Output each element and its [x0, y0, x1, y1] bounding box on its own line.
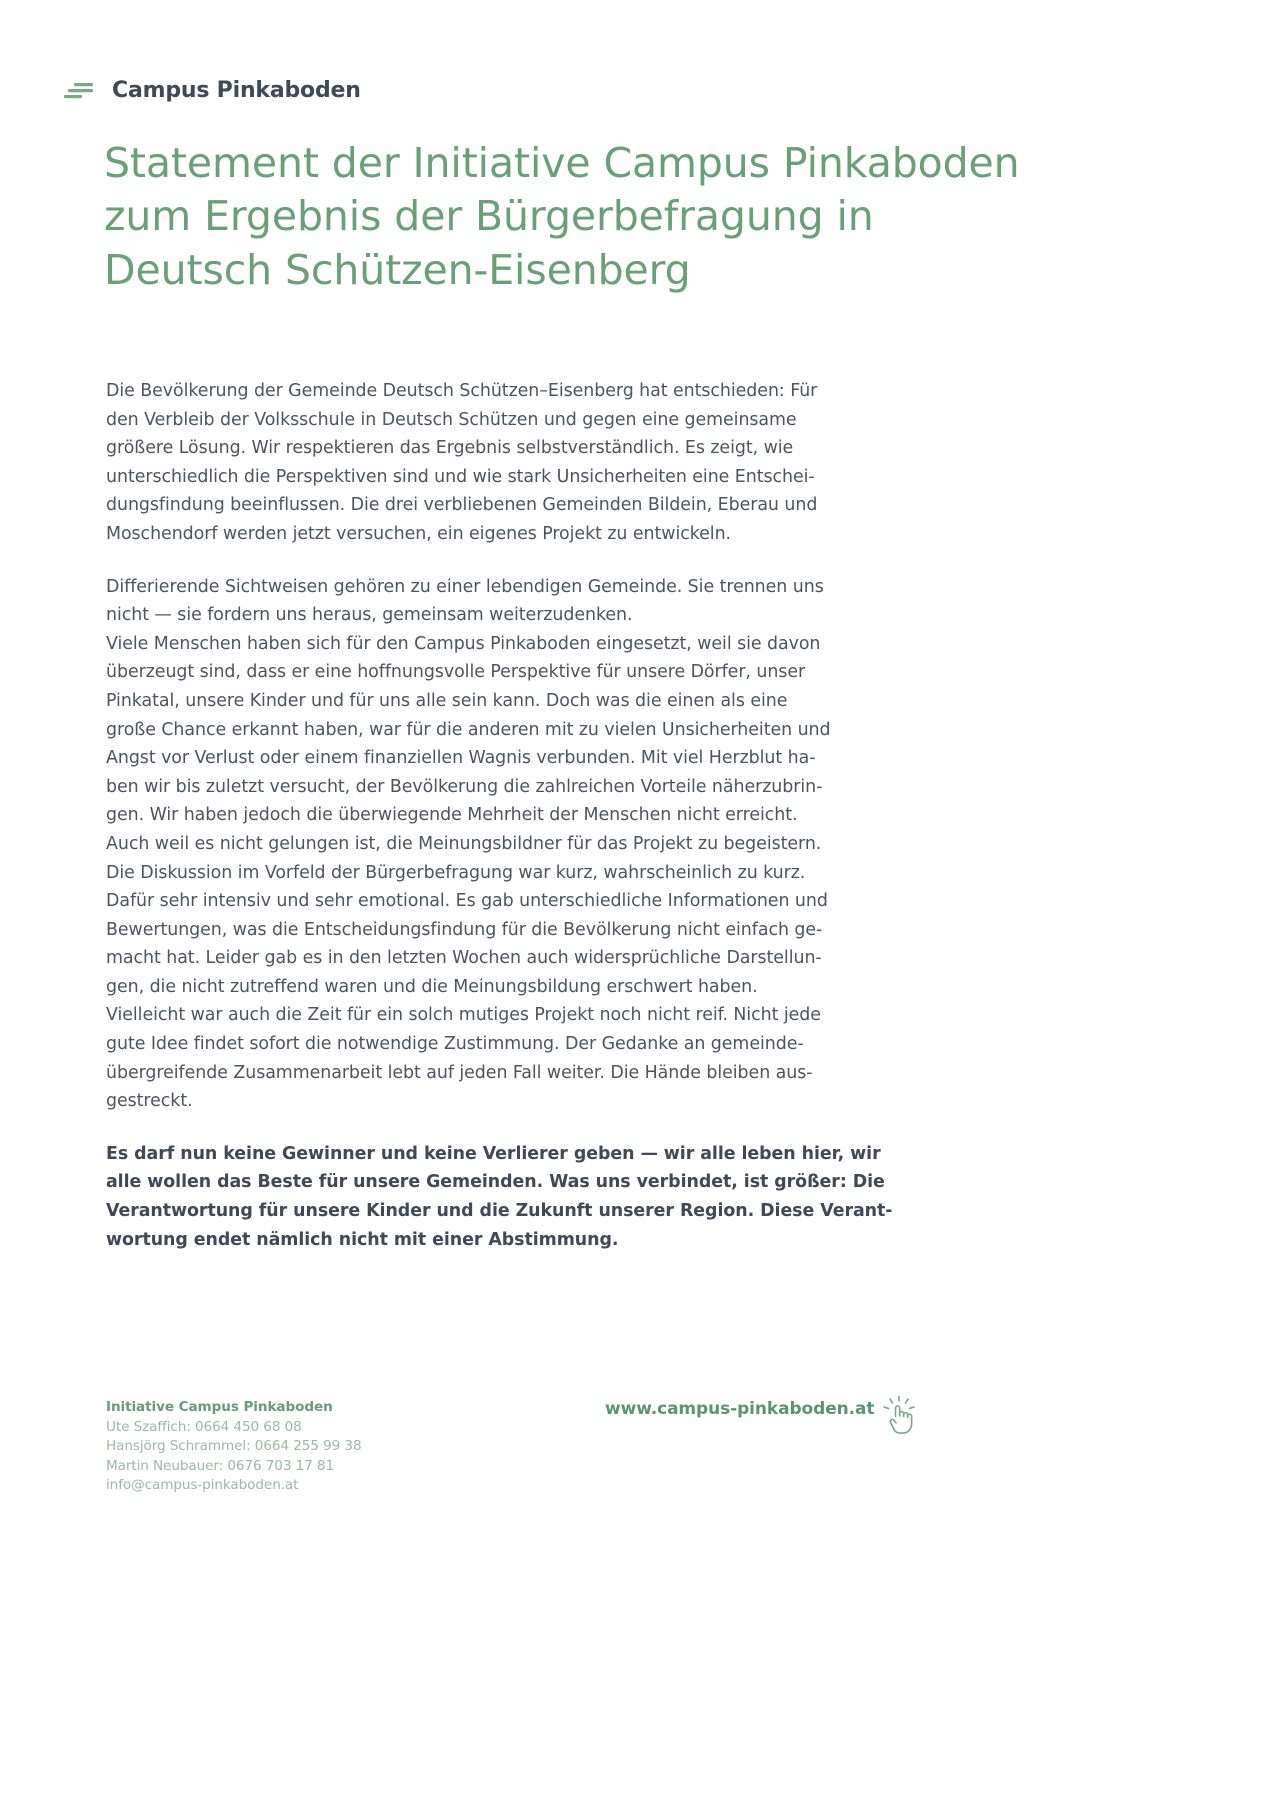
text-line: große Chance erkannt haben, war für die anderen mit zu vielen Unsicherheiten und — [106, 719, 831, 740]
text-line: Dafür sehr intensiv und sehr emotional. Es gab unterschiedliche Informationen und — [106, 891, 828, 912]
text-line: wortung endet nämlich nicht mit einer Abstimmung. — [106, 1229, 619, 1250]
footer-contact-line: Hansjörg Schrammel: 0664 255 99 38 — [106, 1438, 362, 1454]
text-line: Auch weil es nicht gelungen ist, die Meinungsbildner für das Projekt zu begeistern. — [106, 833, 822, 854]
text-line: Die Bevölkerung der Gemeinde Deutsch Schützen–Eisenberg hat entschieden: Für — [106, 381, 818, 401]
text-line: gen, die nicht zutreffend waren und die Meinungsbildung erschwert haben. — [106, 976, 758, 997]
paragraph-2 — [106, 573, 906, 1116]
footer-organization: Initiative Campus Pinkaboden — [106, 1399, 333, 1415]
text-line: überzeugt sind, dass er eine hoffnungsvolle Perspektive für unsere Dörfer, unser — [106, 662, 806, 683]
text-line: gen. Wir haben jedoch die überwiegende Mehrheit der Menschen nicht erreicht. — [106, 805, 798, 826]
title-line: zum Ergebnis der Bürgerbefragung in — [104, 192, 874, 241]
brand-header — [64, 78, 361, 103]
text-line: nicht — sie fordern uns heraus, gemeinsam weiterzudenken. — [106, 605, 633, 626]
text-line: gute Idee findet sofort die notwendige Zustimmung. Der Gedanke an gemeinde- — [106, 1034, 804, 1055]
text-line: unterschiedlich die Perspektiven sind und wie stark Unsicherheiten eine Entschei- — [106, 466, 815, 487]
text-line: dungsfindung beeinflussen. Die drei verbliebenen Gemeinden Bildein, Eberau und — [106, 495, 818, 516]
text-line: ben wir bis zuletzt versucht, der Bevölkerung die zahlreichen Vorteile näherzubrin- — [106, 776, 823, 797]
text-line: Bewertungen, was die Entscheidungsfindung für die Bevölkerung nicht einfach ge- — [106, 919, 823, 940]
text-line: Vielleicht war auch die Zeit für ein solch mutiges Projekt noch nicht reif. Nicht jede — [106, 1005, 821, 1026]
text-line: Angst vor Verlust oder einem finanziellen Wagnis verbunden. Mit viel Herzblut ha- — [106, 748, 816, 769]
footer-email[interactable]: info@campus-pinkaboden.at — [106, 1477, 299, 1493]
pointing-hand-click-icon — [882, 1395, 916, 1435]
paragraph-3-emphasis — [106, 1140, 906, 1254]
title-line: Statement der Initiative Campus Pinkaboden — [104, 139, 1020, 187]
text-line: gestreckt. — [106, 1091, 193, 1112]
text-line: Es darf nun keine Gewinner und keine Verlierer geben — wir alle leben hier, wir — [106, 1143, 881, 1164]
footer-contact-line: Ute Szaffich: 0664 450 68 08 — [106, 1418, 302, 1435]
title-line: Deutsch Schützen-Eisenberg — [104, 245, 691, 294]
brand-name: Campus Pinkaboden — [112, 78, 361, 103]
text-line: den Verbleib der Volksschule in Deutsch Schützen und gegen eine gemeinsame — [106, 409, 797, 430]
text-line: macht hat. Leider gab es in den letzten Wochen auch widersprüchliche Darstellun- — [106, 948, 822, 969]
footer-contact-block — [106, 1398, 536, 1496]
text-line: Viele Menschen haben sich für den Campus Pinkaboden eingesetzt, weil sie davon — [106, 633, 821, 654]
text-line: Moschendorf werden jetzt versuchen, ein eigenes Projekt zu entwickeln. — [106, 523, 732, 544]
website-url[interactable]: www.campus-pinkaboden.at — [605, 1399, 875, 1419]
body-copy — [106, 377, 906, 1254]
text-line: Differierende Sichtweisen gehören zu einer lebendigen Gemeinde. Sie trennen uns — [106, 576, 824, 597]
speed-lines-icon — [64, 80, 98, 102]
paragraph-1 — [106, 377, 906, 549]
footer-contact-line: Martin Neubauer: 0676 703 17 81 — [106, 1457, 335, 1474]
text-line: alle wollen das Beste für unsere Gemeinden. Was uns verbindet, ist größer: Die — [106, 1172, 885, 1193]
footer-website-block[interactable] — [605, 1399, 916, 1435]
text-line: Verantwortung für unsere Kinder und die Zukunft unserer Region. Diese Verant- — [106, 1201, 893, 1222]
text-line: Pinkatal, unsere Kinder und für uns alle sein kann. Doch was die einen als eine — [106, 690, 788, 711]
page-title — [104, 137, 1054, 297]
text-line: übergreifende Zusammenarbeit lebt auf jeden Fall weiter. Die Hände bleiben aus- — [106, 1062, 813, 1083]
text-line: größere Lösung. Wir respektieren das Ergebnis selbstverständlich. Es zeigt, wie — [106, 438, 794, 459]
text-line: Die Diskussion im Vorfeld der Bürgerbefragung war kurz, wahrscheinlich zu kurz. — [106, 862, 806, 883]
